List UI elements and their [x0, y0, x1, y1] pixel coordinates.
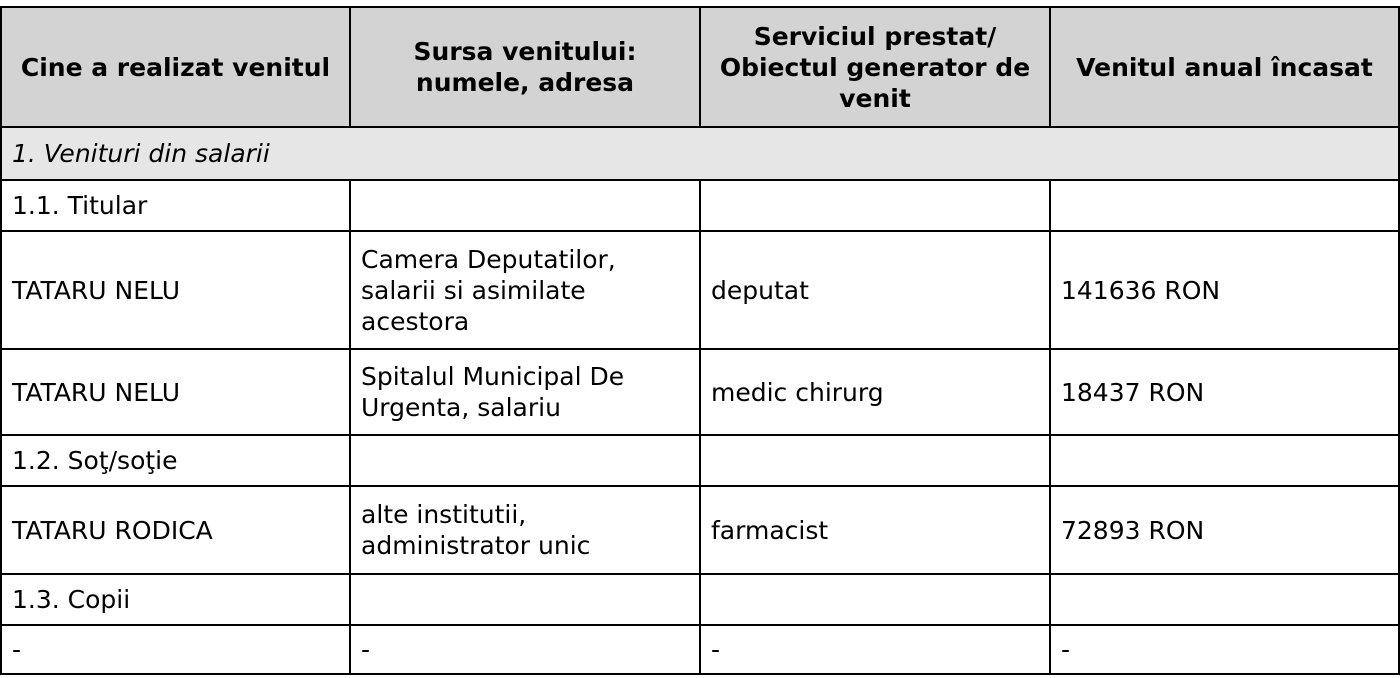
cell-earner: TATARU RODICA — [1, 486, 350, 574]
cell-income — [1050, 574, 1399, 625]
cell-service: medic chirurg — [700, 349, 1050, 435]
table-row — [1, 574, 1399, 625]
cell-earner: 1.2. Soţ/soţie — [1, 435, 350, 486]
cell-service — [700, 435, 1050, 486]
cell-earner: 1.1. Titular — [1, 180, 350, 231]
cell-source: Camera Deputatilor, salarii si asimilate acestora — [350, 231, 700, 349]
cell-source: alte institutii, administrator unic — [350, 486, 700, 574]
cell-income: 18437 RON — [1050, 349, 1399, 435]
section-title: 1. Venituri din salarii — [1, 127, 1399, 180]
cell-income — [1050, 435, 1399, 486]
header-cell-earner: Cine a realizat venitul — [1, 7, 350, 127]
cell-earner: TATARU NELU — [1, 231, 350, 349]
cell-service — [700, 574, 1050, 625]
cell-source — [350, 180, 700, 231]
header-cell-source: Sursa venitului: numele, adresa — [350, 7, 700, 127]
cell-service — [700, 180, 1050, 231]
cell-income: 72893 RON — [1050, 486, 1399, 574]
table-row — [1, 435, 1399, 486]
cell-source: - — [350, 625, 700, 674]
header-cell-service: Serviciul prestat/ Obiectul generator de venit — [700, 7, 1050, 127]
cell-source — [350, 435, 700, 486]
cell-income: - — [1050, 625, 1399, 674]
cell-source: Spitalul Municipal De Urgenta, salariu — [350, 349, 700, 435]
table-row — [1, 180, 1399, 231]
cell-earner: - — [1, 625, 350, 674]
cell-earner: TATARU NELU — [1, 349, 350, 435]
header-cell-annual-income: Venitul anual încasat — [1050, 7, 1399, 127]
header-row — [1, 7, 1399, 127]
cell-service: - — [700, 625, 1050, 674]
table-row — [1, 231, 1399, 349]
section-row — [1, 127, 1399, 180]
cell-service: farmacist — [700, 486, 1050, 574]
cell-income — [1050, 180, 1399, 231]
cell-service: deputat — [700, 231, 1050, 349]
cell-earner: 1.3. Copii — [1, 574, 350, 625]
cell-income: 141636 RON — [1050, 231, 1399, 349]
income-table — [0, 6, 1400, 675]
table-row — [1, 486, 1399, 574]
table-row — [1, 625, 1399, 674]
table-row — [1, 349, 1399, 435]
cell-source — [350, 574, 700, 625]
